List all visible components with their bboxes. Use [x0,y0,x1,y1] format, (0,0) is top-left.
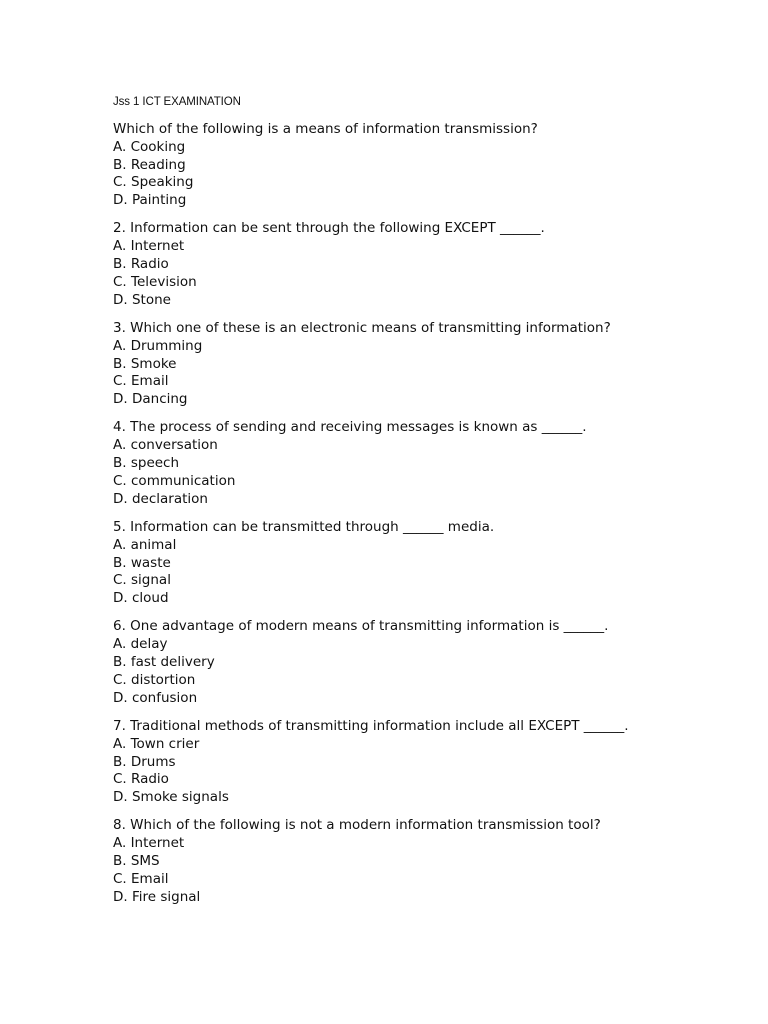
answer-option: D. Painting [113,192,187,209]
question-text: 6. One advantage of modern means of transmitting information is ______. [113,618,609,635]
question-text: 5. Information can be transmitted through ______ media. [113,518,495,535]
answer-option: C. communication [113,472,236,489]
document-page [113,94,713,917]
answer-option: D. Stone [113,291,171,308]
question-7 [113,718,713,807]
answer-option: B. Smoke [113,355,177,372]
answer-option: C. Television [113,273,197,290]
answer-option: B. Reading [113,156,186,173]
answer-option: A. animal [113,536,177,553]
answer-option: A. Internet [113,835,185,852]
answer-option: B. speech [113,455,180,472]
answer-option: C. Email [113,373,169,390]
answer-option: B. Drums [113,753,176,770]
answer-option: C. signal [113,572,171,589]
answer-option: A. Town crier [113,735,200,752]
answer-option: B. waste [113,554,171,571]
answer-option: A. delay [113,636,168,653]
question-text: 8. Which of the following is not a modern information transmission tool? [113,817,601,834]
question-8 [113,817,713,906]
answer-option: D. confusion [113,689,198,706]
answer-option: A. Drumming [113,337,203,354]
question-text: 2. Information can be sent through the following EXCEPT ______. [113,220,545,237]
question-1 [113,121,713,210]
answer-option: D. declaration [113,490,208,507]
question-5 [113,519,713,608]
question-text: 4. The process of sending and receiving messages is known as ______. [113,419,587,436]
answer-option: D. Smoke signals [113,789,229,806]
answer-option: B. SMS [113,852,160,869]
document-title: Jss 1 ICT EXAMINATION [113,96,241,108]
answer-option: D. Fire signal [113,888,201,905]
answer-option: C. Radio [113,771,169,788]
question-text: 7. Traditional methods of transmitting information include all EXCEPT ______. [113,717,629,734]
answer-option: C. Email [113,870,169,887]
question-list [113,121,713,906]
answer-option: C. distortion [113,671,196,688]
answer-option: D. Dancing [113,391,188,408]
answer-option: B. Radio [113,256,169,273]
answer-option: D. cloud [113,590,169,607]
answer-option: A. conversation [113,437,218,454]
question-text: 3. Which one of these is an electronic means of transmitting information? [113,319,611,336]
answer-option: A. Cooking [113,138,186,155]
question-text: Which of the following is a means of information transmission? [113,121,538,137]
answer-option: B. fast delivery [113,654,215,671]
question-4 [113,419,713,508]
answer-option: C. Speaking [113,174,194,191]
question-6 [113,618,713,707]
question-2 [113,220,713,309]
question-3 [113,320,713,409]
answer-option: A. Internet [113,238,185,255]
